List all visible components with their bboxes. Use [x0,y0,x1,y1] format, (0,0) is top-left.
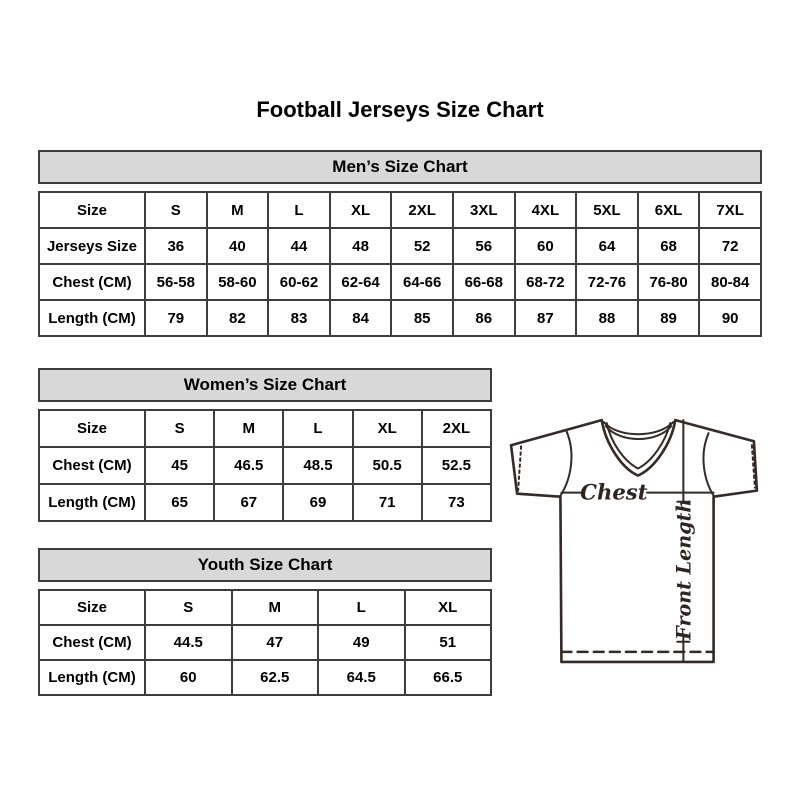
value-cell: 64-66 [391,264,453,300]
mens-size-table [38,191,762,337]
value-cell: 84 [330,300,392,336]
value-cell: 4XL [515,192,577,228]
value-cell: 3XL [453,192,515,228]
value-cell: 60 [145,660,232,695]
value-cell: 44 [268,228,330,264]
value-cell: 40 [207,228,269,264]
value-cell: 86 [453,300,515,336]
row-header-cell: Chest (CM) [39,264,145,300]
row-header-cell: Length (CM) [39,300,145,336]
value-cell: 82 [207,300,269,336]
jersey-outline-icon [511,420,757,662]
value-cell: 71 [353,484,422,521]
value-cell: 6XL [638,192,700,228]
value-cell: 67 [214,484,283,521]
row-header-cell: Jerseys Size [39,228,145,264]
row-header-cell: Length (CM) [39,484,145,521]
value-cell: XL [330,192,392,228]
value-cell: 89 [638,300,700,336]
row-header-cell: Chest (CM) [39,447,145,484]
value-cell: 90 [699,300,761,336]
page-title: Football Jerseys Size Chart [256,97,544,122]
value-cell: 51 [405,625,492,660]
row-header-cell: Size [39,192,145,228]
value-cell: 66-68 [453,264,515,300]
value-cell: 46.5 [214,447,283,484]
value-cell: 48.5 [283,447,352,484]
value-cell: 88 [576,300,638,336]
womens-size-table [38,409,492,522]
value-cell: 60-62 [268,264,330,300]
value-cell: M [207,192,269,228]
value-cell: S [145,410,214,447]
youth-size-chart-title: Youth Size Chart [38,548,492,582]
table-row [39,447,491,484]
value-cell: 72 [699,228,761,264]
value-cell: L [283,410,352,447]
table-row [39,192,761,228]
chest-label: Chest [580,479,648,505]
womens-size-chart [38,368,492,522]
value-cell: 7XL [699,192,761,228]
value-cell: M [232,590,319,625]
value-cell: 36 [145,228,207,264]
value-cell: 83 [268,300,330,336]
value-cell: 58-60 [207,264,269,300]
table-row [39,590,491,625]
value-cell: XL [353,410,422,447]
value-cell: 72-76 [576,264,638,300]
table-row [39,300,761,336]
youth-size-table [38,589,492,696]
value-cell: 85 [391,300,453,336]
value-cell: 76-80 [638,264,700,300]
table-row [39,228,761,264]
value-cell: 68-72 [515,264,577,300]
mens-size-chart [38,150,762,337]
value-cell: 87 [515,300,577,336]
value-cell: 52.5 [422,447,491,484]
front-length-label: Front Length [672,498,696,640]
value-cell: 65 [145,484,214,521]
value-cell: XL [405,590,492,625]
value-cell: 5XL [576,192,638,228]
row-header-cell: Size [39,590,145,625]
value-cell: 2XL [391,192,453,228]
value-cell: S [145,192,207,228]
value-cell: 56-58 [145,264,207,300]
value-cell: 50.5 [353,447,422,484]
row-header-cell: Chest (CM) [39,625,145,660]
table-row [39,264,761,300]
value-cell: 48 [330,228,392,264]
value-cell: 73 [422,484,491,521]
mens-size-chart-title: Men’s Size Chart [38,150,762,184]
value-cell: L [268,192,330,228]
value-cell: 66.5 [405,660,492,695]
value-cell: 56 [453,228,515,264]
value-cell: L [318,590,405,625]
table-row [39,660,491,695]
value-cell: M [214,410,283,447]
value-cell: 64.5 [318,660,405,695]
row-header-cell: Size [39,410,145,447]
value-cell: 69 [283,484,352,521]
jersey-measurement-diagram [505,412,769,666]
value-cell: 44.5 [145,625,232,660]
table-row [39,625,491,660]
value-cell: 79 [145,300,207,336]
value-cell: 60 [515,228,577,264]
value-cell: 49 [318,625,405,660]
value-cell: 64 [576,228,638,264]
table-row [39,410,491,447]
womens-size-chart-title: Women’s Size Chart [38,368,492,402]
value-cell: 52 [391,228,453,264]
youth-size-chart [38,548,492,696]
value-cell: 68 [638,228,700,264]
table-row [39,484,491,521]
row-header-cell: Length (CM) [39,660,145,695]
value-cell: 47 [232,625,319,660]
value-cell: 62.5 [232,660,319,695]
value-cell: 45 [145,447,214,484]
value-cell: S [145,590,232,625]
value-cell: 80-84 [699,264,761,300]
value-cell: 2XL [422,410,491,447]
value-cell: 62-64 [330,264,392,300]
